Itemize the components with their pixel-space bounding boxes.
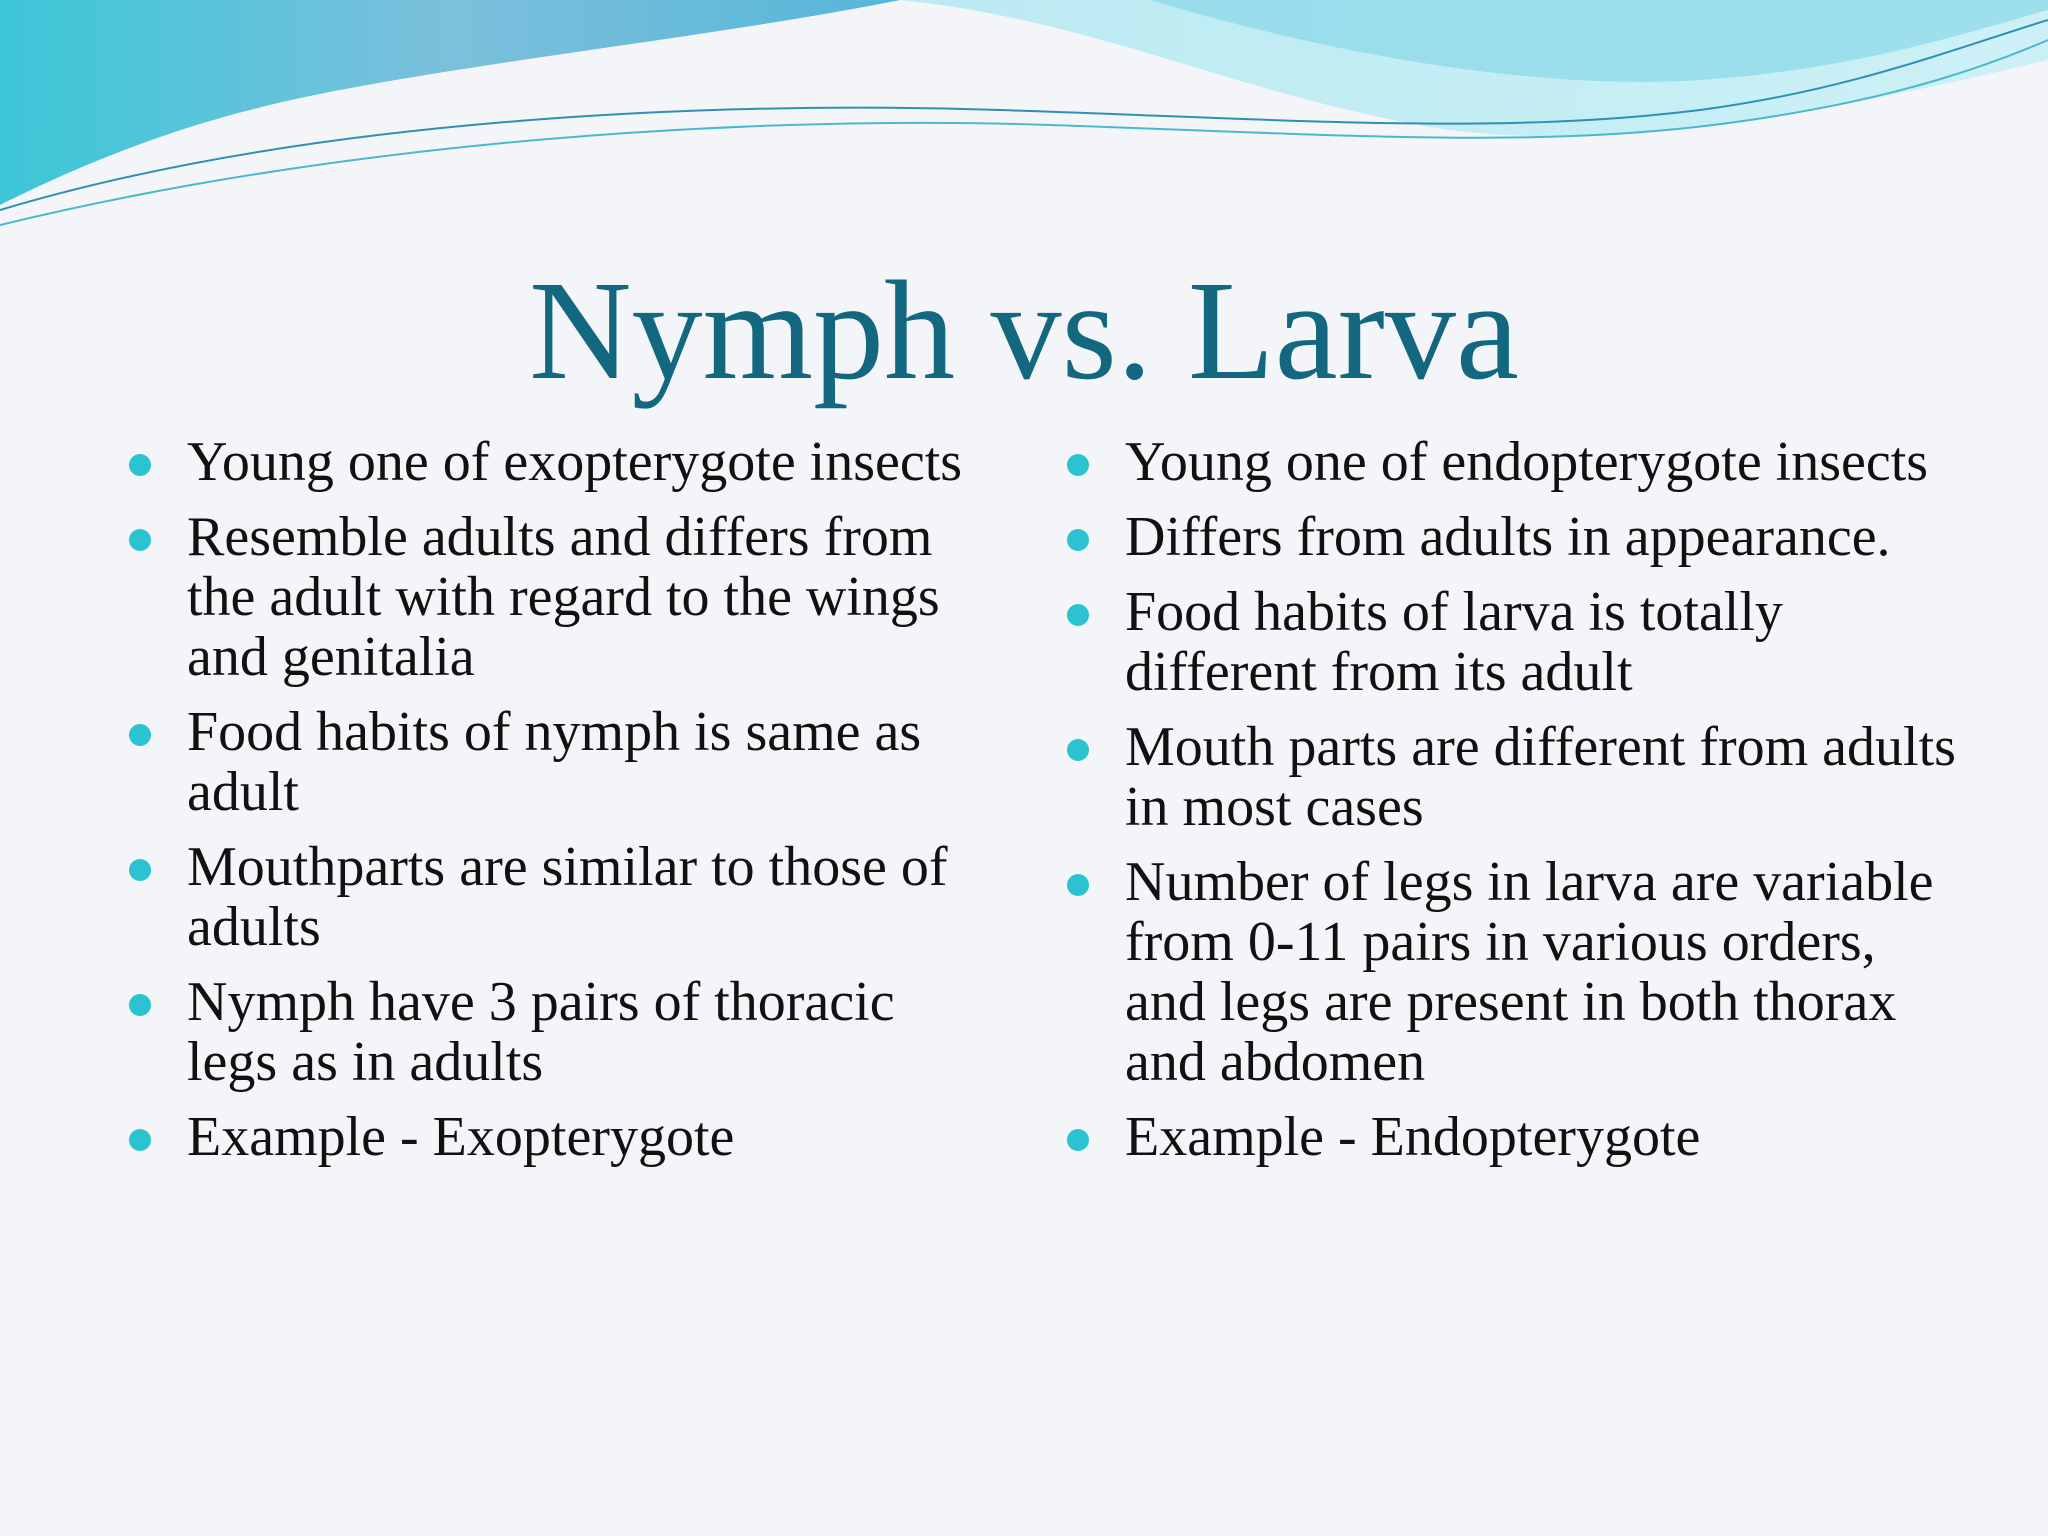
list-item — [125, 972, 995, 1092]
bullet-icon — [1067, 874, 1089, 896]
list-item-text: Mouth parts are different from adults in most cases — [1125, 716, 1956, 838]
larva-list — [1063, 432, 1963, 1182]
list-item-text: Resemble adults and differs from the adult with regard to the wings and genitalia — [187, 506, 940, 688]
list-item-text: Food habits of larva is totally different from its adult — [1125, 581, 1783, 703]
list-item-text: Young one of endopterygote insects — [1125, 431, 1929, 493]
list-item-text: Differs from adults in appearance. — [1125, 506, 1891, 568]
list-item — [1063, 1107, 1963, 1167]
nymph-list — [125, 432, 995, 1182]
list-item-text: Young one of exopterygote insects — [187, 431, 963, 493]
bullet-icon — [129, 859, 151, 881]
bullet-icon — [129, 994, 151, 1016]
bullet-icon — [129, 454, 151, 476]
list-item-text: Example - Exopterygote — [187, 1106, 735, 1168]
list-item — [1063, 852, 1963, 1092]
header-wave-decoration — [0, 0, 2048, 240]
list-item — [125, 837, 995, 957]
bullet-icon — [129, 724, 151, 746]
bullet-icon — [1067, 1129, 1089, 1151]
bullet-icon — [1067, 739, 1089, 761]
list-item — [1063, 432, 1963, 492]
list-item — [125, 507, 995, 687]
bullet-icon — [1067, 454, 1089, 476]
list-item — [125, 1107, 995, 1167]
list-item-text: Nymph have 3 pairs of thoracic legs as in adults — [187, 971, 895, 1093]
list-item-text: Food habits of nymph is same as adult — [187, 701, 922, 823]
list-item — [1063, 717, 1963, 837]
bullet-icon — [1067, 604, 1089, 626]
list-item — [125, 432, 995, 492]
slide-title: Nymph vs. Larva — [529, 251, 1519, 409]
bullet-icon — [1067, 529, 1089, 551]
list-item — [1063, 507, 1963, 567]
list-item-text: Mouthparts are similar to those of adults — [187, 836, 948, 958]
bullet-icon — [129, 529, 151, 551]
bullet-icon — [129, 1129, 151, 1151]
list-item — [125, 702, 995, 822]
list-item — [1063, 582, 1963, 702]
list-item-text: Example - Endopterygote — [1125, 1106, 1701, 1168]
list-item-text: Number of legs in larva are variable from 0-11 pairs in various orders, and legs are present in both thorax and abdomen — [1125, 851, 1934, 1093]
